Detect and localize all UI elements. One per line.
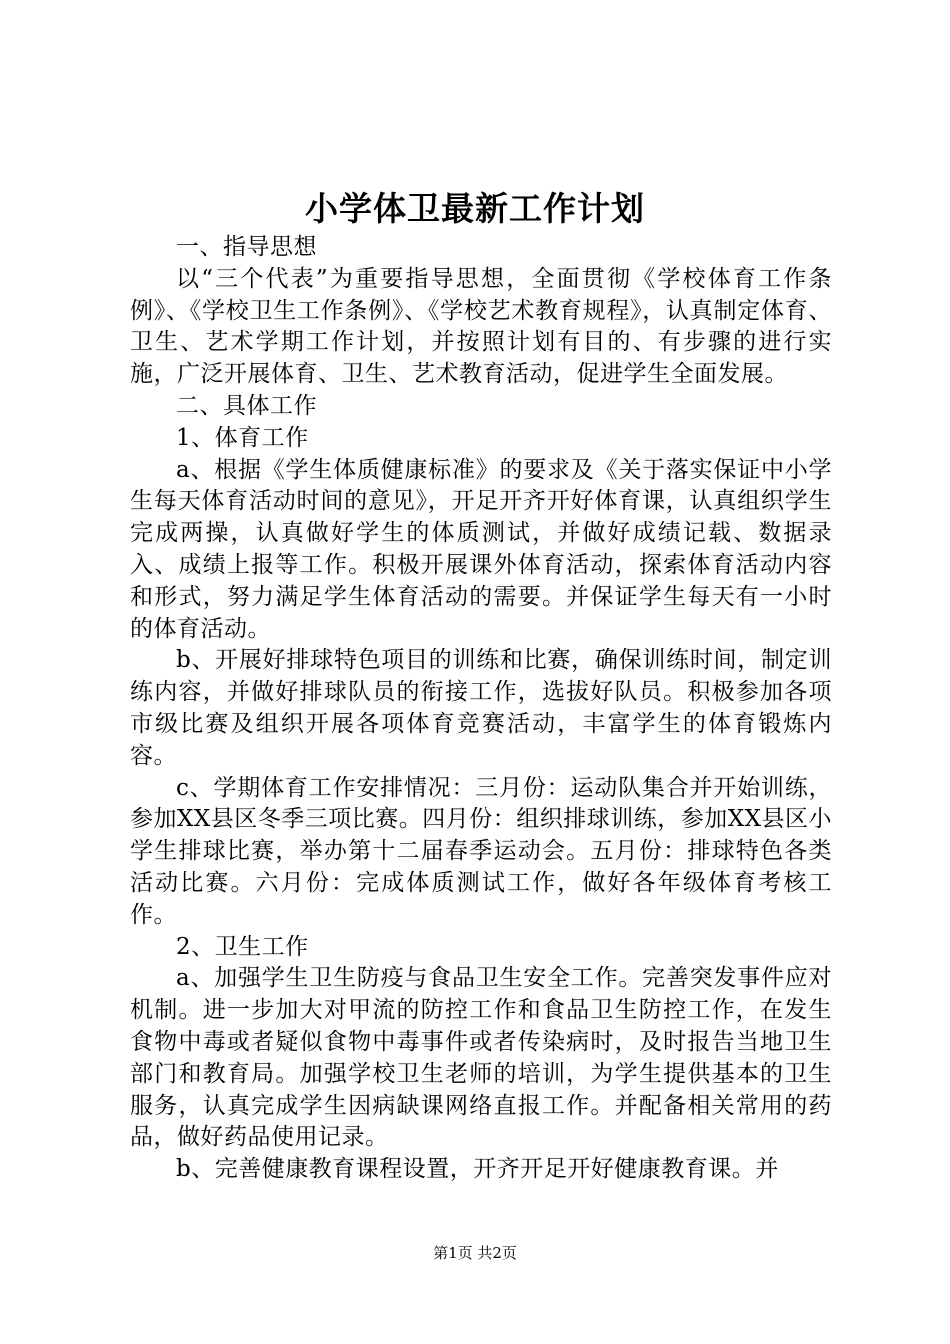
paragraph-guiding-ideology: 以“三个代表”为重要指导思想，全面贯彻《学校体育工作条例》、《学校卫生工作条例》、《学校艺术教育规程》，认真制定体育、卫生、艺术学期工作计划，并按照计划有目的、有步骤的进行实施，广泛开展体育、卫生、艺术教育活动，促进学生全面发展。 <box>130 265 832 388</box>
paragraph-pe-c: c、学期体育工作安排情况：三月份：运动队集合并开始训练，参加XX县区冬季三项比赛。四月份：组织排球训练，参加XX县区小学生排球比赛，举办第十二届春季运动会。五月份：排球特色各类活动比赛。六月份：完成体质测试工作，做好各年级体育考核工作。 <box>130 774 832 928</box>
paragraph-pe-b: b、开展好排球特色项目的训练和比赛，确保训练时间，制定训练内容，并做好排球队员的衔接工作，选拔好队员。积极参加各项市级比赛及组织开展各项体育竞赛活动，丰富学生的体育锻炼内容。 <box>130 647 832 769</box>
document-body <box>130 232 832 1186</box>
subheading-pe-work: 1、体育工作 <box>176 424 309 451</box>
paragraph-pe-a: a、根据《学生体质健康标准》的要求及《关于落实保证中小学生每天体育活动时间的意见》，开足开齐开好体育课，认真组织学生完成两操，认真做好学生的体质测试，并做好成绩记载、数据录入、成绩上报等工作。积极开展课外体育活动，探索体育活动内容和形式，努力满足学生体育活动的需要。并保证学生每天有一小时的体育活动。 <box>130 456 832 642</box>
paragraph-health-b: b、完善健康教育课程设置，开齐开足开好健康教育课。并 <box>176 1156 779 1183</box>
page-footer: 第1页 共2页 <box>433 1244 517 1262</box>
subheading-health-work: 2、卫生工作 <box>176 933 309 960</box>
section-heading-guiding-ideology: 一、指导思想 <box>176 234 317 260</box>
document-title: 小学体卫最新工作计划 <box>305 189 645 228</box>
paragraph-health-a: a、加强学生卫生防疫与食品卫生安全工作。完善突发事件应对机制。进一步加大对甲流的防控工作和食品卫生防控工作，在发生食物中毒或者疑似食物中毒事件或者传染病时，及时报告当地卫生部门和教育局。加强学校卫生老师的培训，为学生提供基本的卫生服务，认真完成学生因病缺课网络直报工作。并配备相关常用的药品，做好药品使用记录。 <box>130 965 832 1151</box>
section-heading-specific-work: 二、具体工作 <box>176 392 317 419</box>
